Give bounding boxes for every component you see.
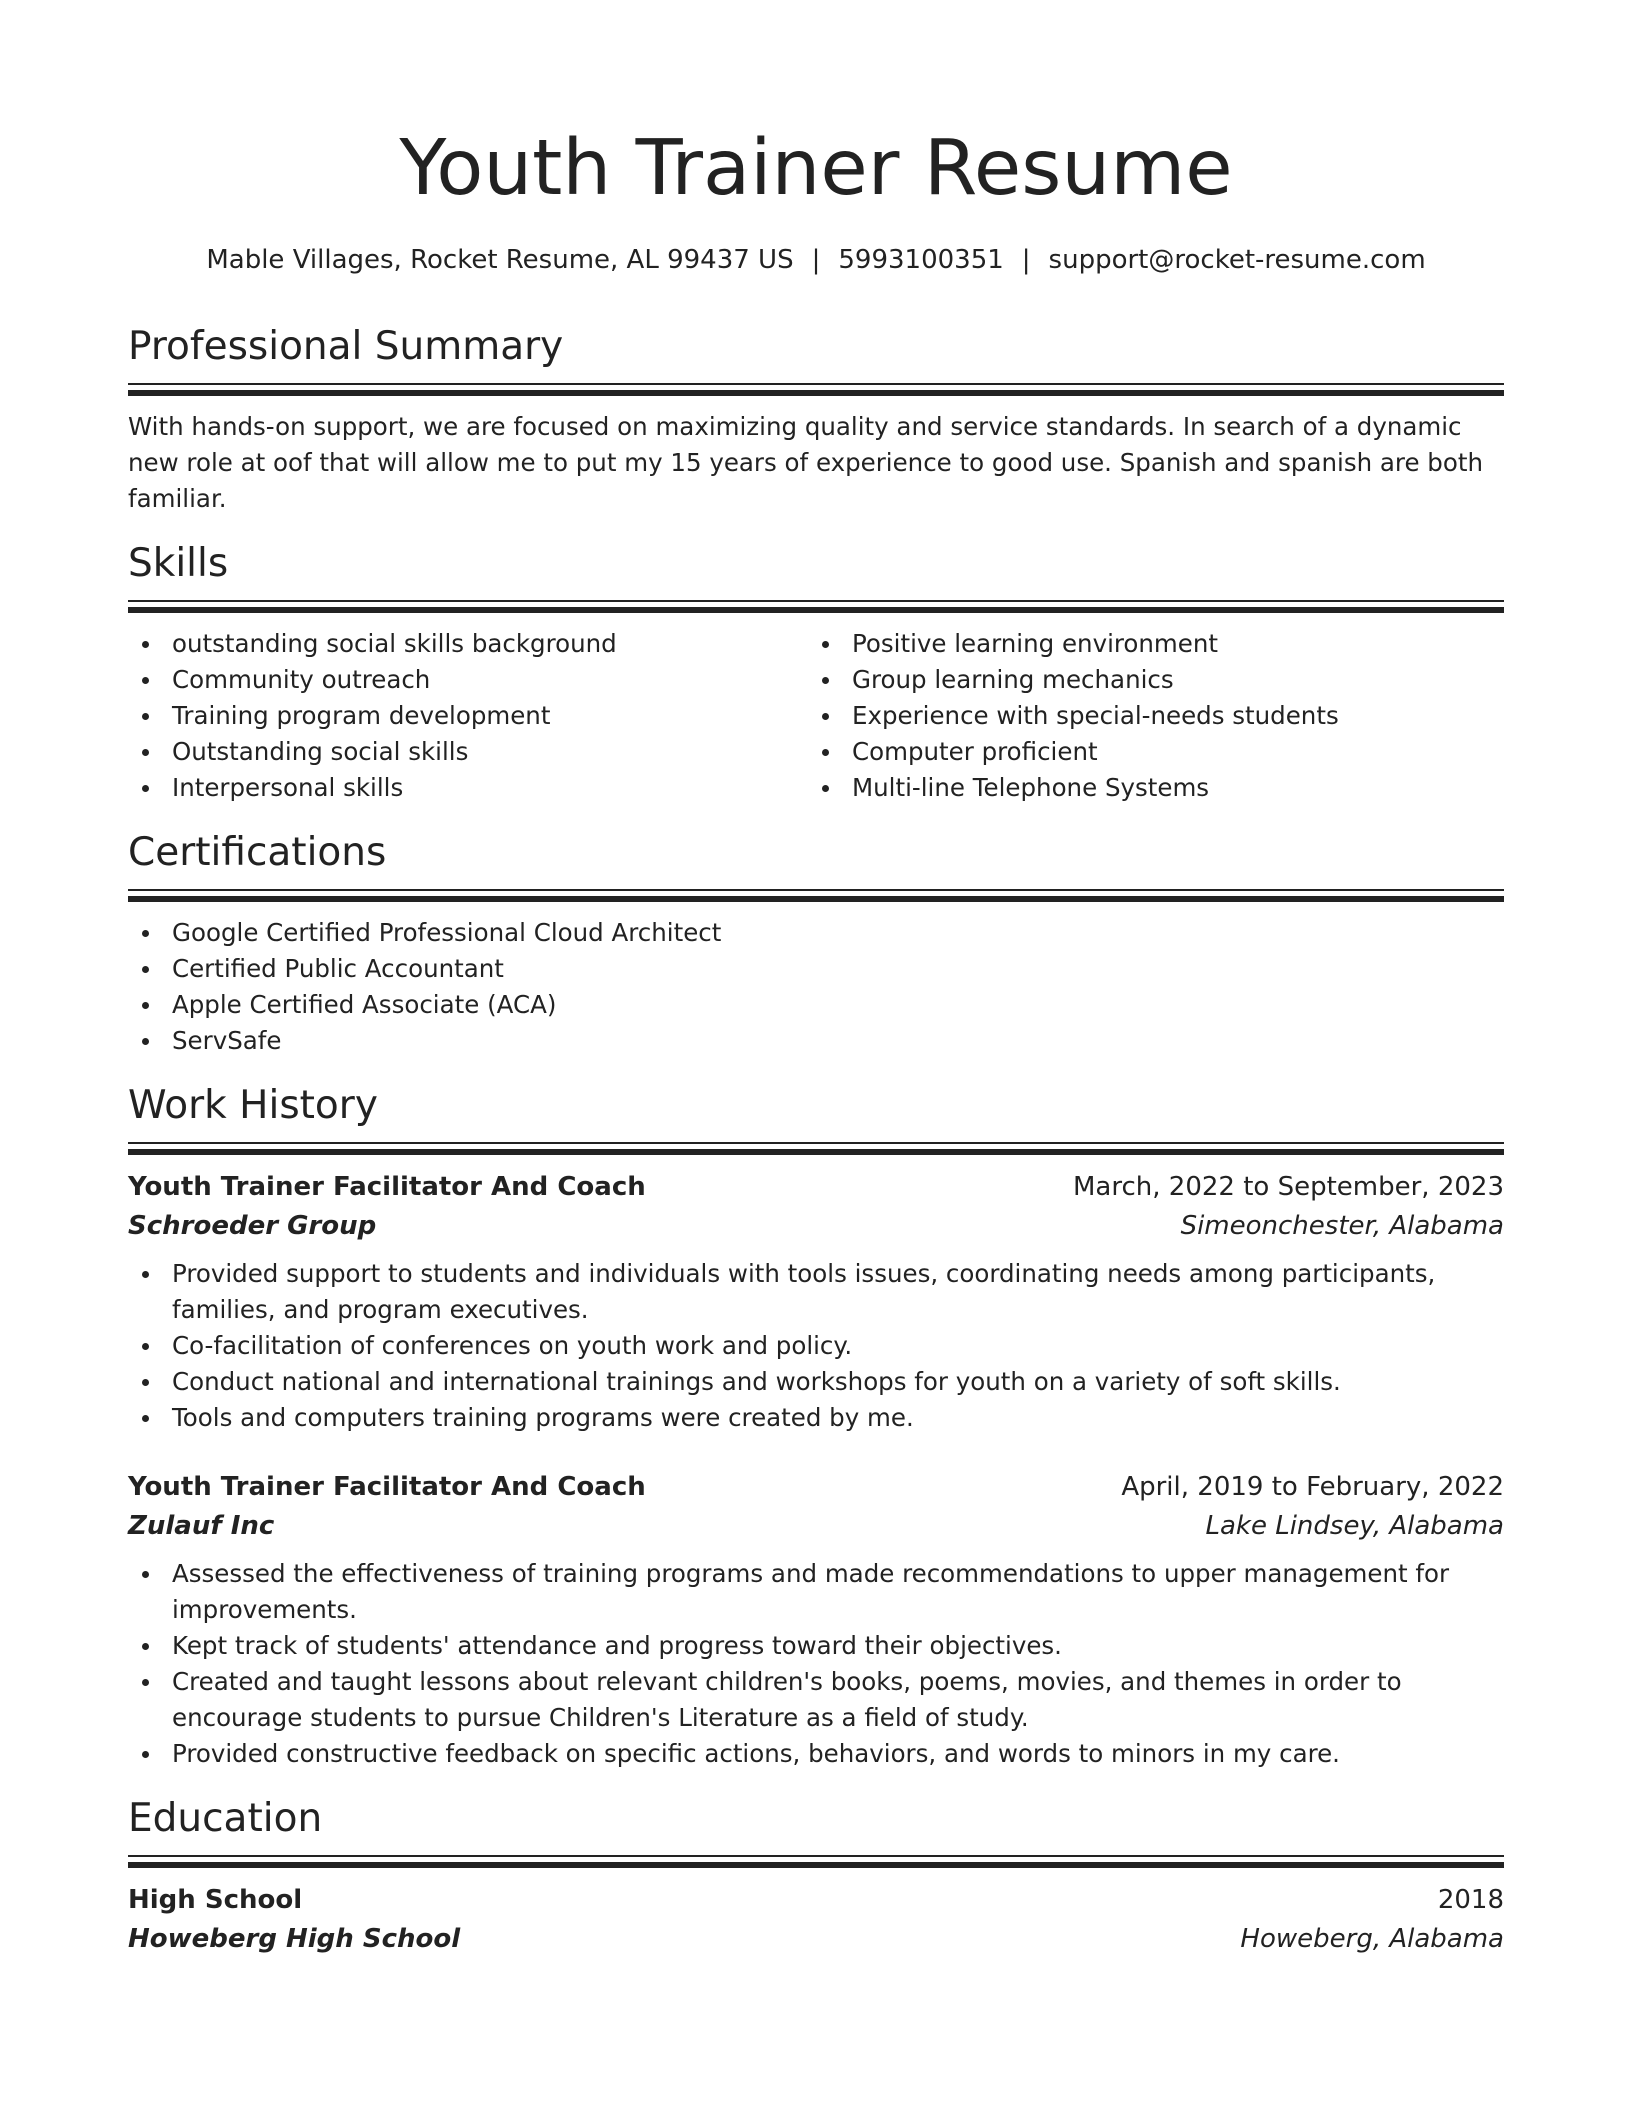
education-section bbox=[128, 1795, 1504, 1959]
list-item: Multi-line Telephone Systems bbox=[808, 770, 1504, 806]
skills-section bbox=[128, 543, 1504, 806]
job-company: Schroeder Group bbox=[128, 1210, 377, 1241]
education-header bbox=[128, 1881, 1504, 1919]
education-degree: High School bbox=[128, 1884, 303, 1915]
job-bullets bbox=[128, 1256, 1504, 1436]
job-subheader bbox=[128, 1206, 1504, 1246]
contact-separator: | bbox=[1021, 245, 1031, 275]
list-item: Certified Public Accountant bbox=[128, 951, 1504, 987]
resume-name: Youth Trainer Resume bbox=[399, 124, 1233, 213]
list-item: Outstanding social skills bbox=[128, 734, 816, 770]
contact-phone: 5993100351 bbox=[838, 245, 1004, 275]
list-item: Positive learning environment bbox=[808, 626, 1504, 662]
job-entry bbox=[128, 1468, 1504, 1772]
list-item: Google Certified Professional Cloud Architect bbox=[128, 915, 1504, 951]
job-company: Zulauf Inc bbox=[128, 1510, 275, 1541]
list-item: Provided support to students and individuals with tools issues, coordinating needs among participants, families, and program executives. bbox=[128, 1256, 1504, 1328]
summary-text: With hands-on support, we are focused on maximizing quality and service standards. In search of a dynamic new role at oof that will allow me to put my 15 years of experience to good use. Spanish and spanish are both familiar. bbox=[128, 412, 1483, 514]
job-header bbox=[128, 1168, 1504, 1206]
contact-email: support@rocket-resume.com bbox=[1048, 245, 1426, 275]
skills-list-right bbox=[808, 626, 1504, 806]
list-item: outstanding social skills background bbox=[128, 626, 816, 662]
job-location: Lake Lindsey, Alabama bbox=[1205, 1510, 1504, 1541]
section-divider bbox=[128, 1855, 1504, 1869]
job-location: Simeonchester, Alabama bbox=[1180, 1210, 1504, 1241]
job-dates: April, 2019 to February, 2022 bbox=[1121, 1471, 1504, 1502]
list-item: Provided constructive feedback on specific actions, behaviors, and words to minors in my care. bbox=[128, 1736, 1504, 1772]
section-title-work-history: Work History bbox=[128, 1082, 378, 1128]
education-location: Howeberg, Alabama bbox=[1240, 1923, 1504, 1954]
section-title-summary: Professional Summary bbox=[128, 324, 564, 370]
contact-line bbox=[128, 245, 1504, 276]
list-item: Kept track of students' attendance and progress toward their objectives. bbox=[128, 1628, 1504, 1664]
section-divider bbox=[128, 600, 1504, 614]
contact-address: Mable Villages, Rocket Resume, AL 99437 US bbox=[206, 245, 794, 275]
list-item: Computer proficient bbox=[808, 734, 1504, 770]
section-divider bbox=[128, 383, 1504, 397]
list-item: Co-facilitation of conferences on youth work and policy. bbox=[128, 1328, 1504, 1364]
skills-grid bbox=[128, 626, 1504, 806]
section-divider bbox=[128, 889, 1504, 903]
job-subheader bbox=[128, 1506, 1504, 1546]
job-entry bbox=[128, 1168, 1504, 1436]
list-item: Tools and computers training programs were created by me. bbox=[128, 1400, 1504, 1436]
contact-separator: | bbox=[811, 245, 821, 275]
list-item: Created and taught lessons about relevant children's books, poems, movies, and themes in order to encourage students to pursue Children's Literature as a field of study. bbox=[128, 1664, 1504, 1736]
list-item: Training program development bbox=[128, 698, 816, 734]
summary-section bbox=[128, 326, 1504, 517]
education-school: Howeberg High School bbox=[128, 1923, 461, 1954]
skills-list-left bbox=[128, 626, 816, 806]
section-title-education: Education bbox=[128, 1795, 323, 1841]
list-item: Experience with special-needs students bbox=[808, 698, 1504, 734]
certifications-section bbox=[128, 829, 1504, 1059]
job-title: Youth Trainer Facilitator And Coach bbox=[128, 1471, 646, 1502]
certifications-list bbox=[128, 915, 1504, 1059]
list-item: Group learning mechanics bbox=[808, 662, 1504, 698]
section-divider bbox=[128, 1142, 1504, 1156]
job-title: Youth Trainer Facilitator And Coach bbox=[128, 1171, 646, 1202]
education-entry bbox=[128, 1881, 1504, 1959]
job-dates: March, 2022 to September, 2023 bbox=[1073, 1171, 1504, 1202]
work-history-section bbox=[128, 1082, 1504, 1772]
list-item: Community outreach bbox=[128, 662, 816, 698]
section-title-certifications: Certifications bbox=[128, 829, 387, 875]
list-item: ServSafe bbox=[128, 1023, 1504, 1059]
education-subheader bbox=[128, 1919, 1504, 1959]
list-item: Conduct national and international trainings and workshops for youth on a variety of soft skills. bbox=[128, 1364, 1504, 1400]
job-header bbox=[128, 1468, 1504, 1506]
list-item: Interpersonal skills bbox=[128, 770, 816, 806]
list-item: Assessed the effectiveness of training programs and made recommendations to upper management for improvements. bbox=[128, 1556, 1504, 1628]
education-year: 2018 bbox=[1437, 1884, 1504, 1915]
list-item: Apple Certified Associate (ACA) bbox=[128, 987, 1504, 1023]
job-bullets bbox=[128, 1556, 1504, 1772]
section-title-skills: Skills bbox=[128, 541, 229, 587]
